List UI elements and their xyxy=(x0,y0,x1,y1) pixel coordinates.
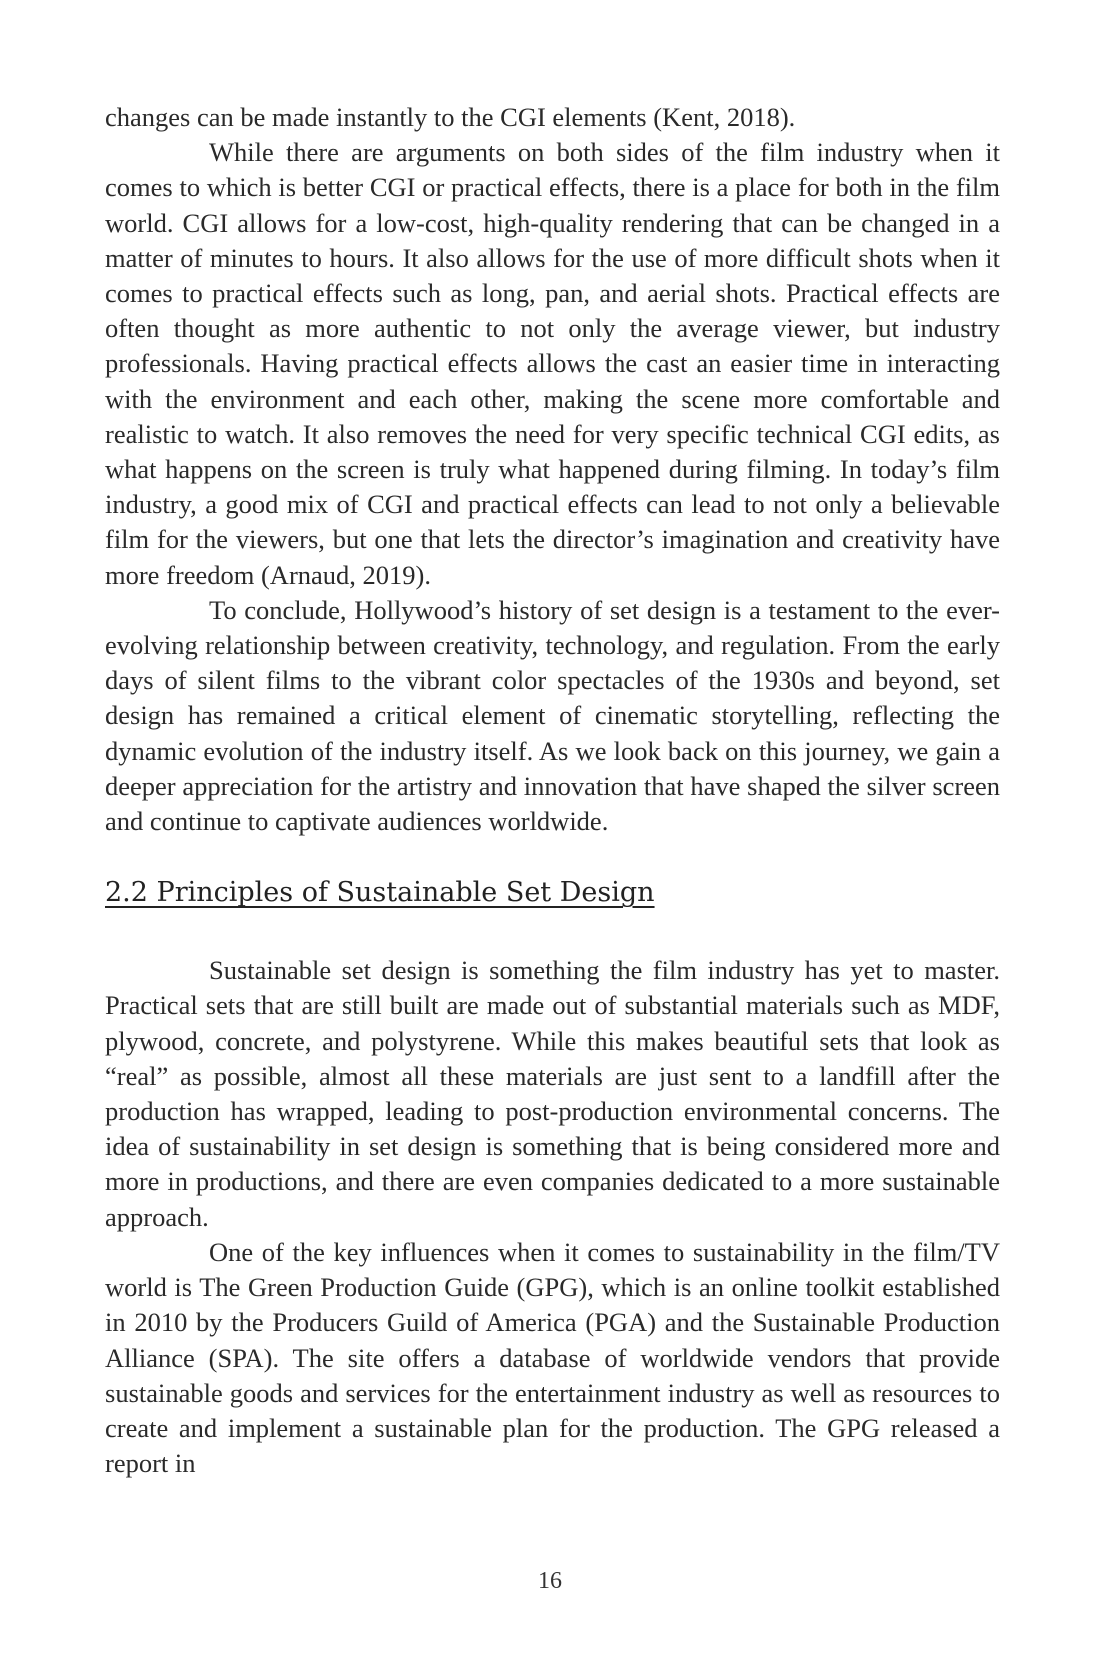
paragraph-cgi-vs-practical: While there are arguments on both sides of the film industry when it comes to which is better CGI or practical effects, there is a place for both in the film world. CGI allows for a low-cost, high-quality rendering that can be changed in a matter of minutes to hours. It also allows for the use of more difficult shots when it comes to practical effects such as long, pan, and aerial shots. Practical effects are often thought as more authentic to not only the average viewer, but industry professionals. Having practical effects allows the cast an easier time in interacting with the environment and each other, making the scene more comfortable and realistic to watch. It also removes the need for very specific technical CGI edits, as what happens on the screen is truly what happened during filming. In today’s film industry, a good mix of CGI and practical effects can lead to not only a believable film for the viewers, but one that lets the director’s imagination and creativity have more freedom (Arnaud, 2019). xyxy=(105,137,1000,590)
paragraph-continuation: changes can be made instantly to the CGI elements (Kent, 2018). xyxy=(105,102,796,132)
paragraph-sustainable-set-design: Sustainable set design is something the film industry has yet to master. Practical sets that are still built are made out of substantial materials such as MDF, plywood, concrete, and polystyrene. While this makes beautiful sets that look as “real” as possible, almost all these materials are just sent to a landfill after the production has wrapped, leading to post-production environmental concerns. The idea of sustainability in set design is something that is being considered more and more in productions, and there are even companies dedicated to a more sustainable approach. xyxy=(105,955,1000,1232)
paragraph-green-production-guide: One of the key influences when it comes to sustainability in the film/TV world is The Green Production Guide (GPG), which is an online toolkit established in 2010 by the Producers Guild of America (PGA) and the Sustainable Production Alliance (SPA). The site offers a database of worldwide vendors that provide sustainable goods and services for the entertainment industry as well as resources to create and implement a sustainable plan for the production. The GPG released a report in xyxy=(105,1236,1000,1479)
page-number: 16 xyxy=(538,1568,562,1594)
document-page xyxy=(105,100,1000,1481)
section-heading: 2.2 Principles of Sustainable Set Design xyxy=(105,877,655,909)
paragraph-conclusion: To conclude, Hollywood’s history of set design is a testament to the ever-evolving relationship between creativity, technology, and regulation. From the early days of silent films to the vibrant color spectacles of the 1930s and beyond, set design has remained a critical element of cinematic storytelling, reflecting the dynamic evolution of the industry itself. As we look back on this journey, we gain a deeper appreciation for the artistry and innovation that have shaped the silver screen and continue to captivate audiences worldwide. xyxy=(105,594,1000,837)
